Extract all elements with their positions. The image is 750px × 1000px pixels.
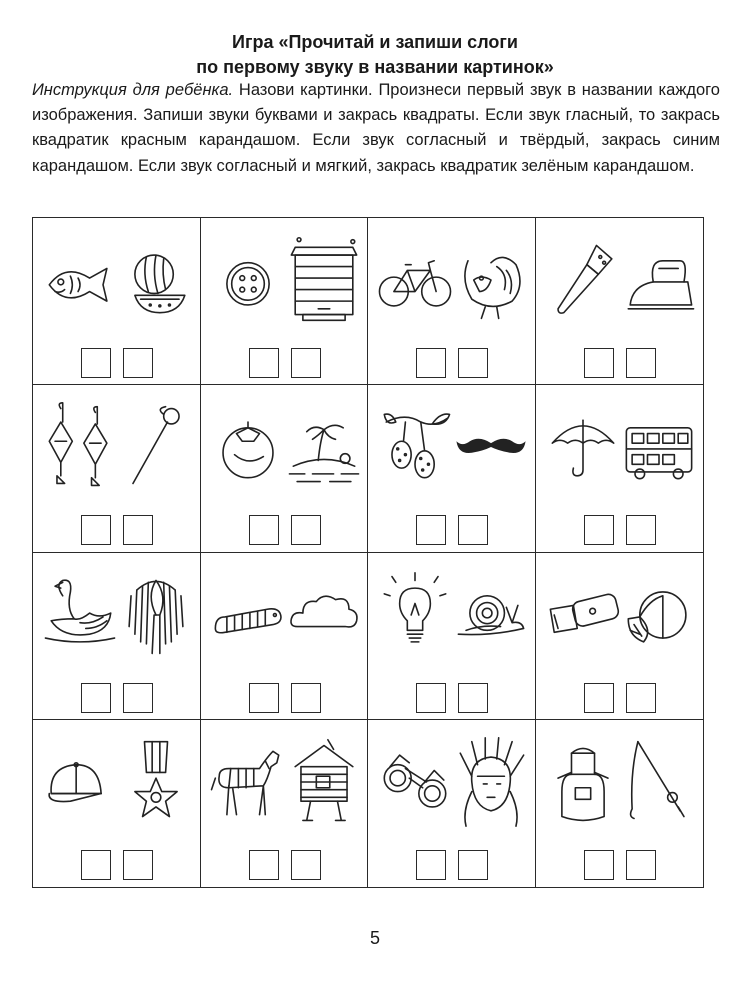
answer-square-1[interactable] — [249, 850, 279, 880]
picture-cell — [536, 385, 704, 552]
instruction-text: Назови картинки. Произнеси первый звук в названии каждого изображения. Запиши звуки буквами и закрась квадраты. Если звук гласный, то закрась квадратик красным карандашом. Если звук согласный и твёрдый, закрась синим карандашом. Если звук согласный и мягкий, закрась квадратик зелёным карандашом. — [32, 81, 720, 175]
raspberry-icon — [376, 399, 454, 495]
umbrella-icon — [544, 399, 622, 495]
picture-cell — [368, 553, 536, 720]
turkey-icon — [452, 232, 530, 328]
picture-cell — [536, 218, 704, 385]
picture-cell — [201, 385, 369, 552]
answer-square-1[interactable] — [81, 850, 111, 880]
picture-grid — [32, 217, 704, 888]
picture-cell — [201, 553, 369, 720]
instruction-lead: Инструкция для ребёнка. — [32, 81, 234, 99]
instruction-paragraph — [32, 78, 720, 179]
bus-icon — [620, 399, 698, 495]
chief-icon — [452, 734, 530, 830]
page-title-line-2: по первому звуку в названии картинок» — [196, 57, 554, 77]
orange-icon — [620, 567, 698, 663]
answer-square-1[interactable] — [416, 515, 446, 545]
answer-square-1[interactable] — [249, 515, 279, 545]
picture-cell — [201, 218, 369, 385]
lightbulb-icon — [376, 567, 454, 663]
answer-square-1[interactable] — [416, 348, 446, 378]
answer-square-2[interactable] — [458, 515, 488, 545]
answer-square-1[interactable] — [584, 515, 614, 545]
flashlight-icon — [544, 567, 622, 663]
answer-square-1[interactable] — [584, 683, 614, 713]
willow-icon — [117, 567, 195, 663]
snail-icon — [452, 567, 530, 663]
pin-icon — [117, 399, 195, 495]
medal-icon — [117, 734, 195, 830]
fish-icon — [41, 232, 119, 328]
picture-cell — [368, 218, 536, 385]
hut-icon — [285, 734, 363, 830]
answer-square-2[interactable] — [123, 850, 153, 880]
answer-square-1[interactable] — [81, 515, 111, 545]
bicycle-icon — [376, 232, 454, 328]
answer-square-1[interactable] — [249, 348, 279, 378]
answer-square-2[interactable] — [291, 683, 321, 713]
picture-cell — [33, 553, 201, 720]
answer-square-2[interactable] — [626, 515, 656, 545]
picture-cell — [368, 720, 536, 887]
watermelon-icon — [117, 232, 195, 328]
answer-square-2[interactable] — [123, 348, 153, 378]
cloud-icon — [285, 567, 363, 663]
answer-square-2[interactable] — [626, 683, 656, 713]
picture-cell — [201, 720, 369, 887]
answer-square-2[interactable] — [458, 348, 488, 378]
answer-square-1[interactable] — [81, 348, 111, 378]
binoculars-icon — [376, 734, 454, 830]
page-title-line-1: Игра «Прочитай и запиши слоги — [232, 32, 518, 52]
answer-square-1[interactable] — [416, 683, 446, 713]
answer-square-1[interactable] — [584, 850, 614, 880]
beehive-icon — [285, 232, 363, 328]
page-number: 5 — [369, 928, 380, 948]
fishing-rod-icon — [620, 734, 698, 830]
answer-square-1[interactable] — [416, 850, 446, 880]
zebra-icon — [209, 734, 287, 830]
answer-square-2[interactable] — [626, 348, 656, 378]
answer-square-2[interactable] — [458, 850, 488, 880]
answer-square-2[interactable] — [458, 683, 488, 713]
cap-icon — [41, 734, 119, 830]
moustache-icon — [452, 399, 530, 495]
button-icon — [209, 232, 287, 328]
answer-square-2[interactable] — [123, 683, 153, 713]
answer-square-1[interactable] — [81, 683, 111, 713]
knife-icon — [544, 232, 622, 328]
picture-cell — [536, 720, 704, 887]
caterpillar-icon — [209, 567, 287, 663]
answer-square-2[interactable] — [626, 850, 656, 880]
answer-square-2[interactable] — [291, 348, 321, 378]
answer-square-2[interactable] — [291, 850, 321, 880]
answer-square-1[interactable] — [584, 348, 614, 378]
picture-cell — [33, 218, 201, 385]
earrings-icon — [41, 399, 119, 495]
swan-icon — [41, 567, 119, 663]
persimmon-icon — [209, 399, 287, 495]
picture-cell — [536, 553, 704, 720]
apron-icon — [544, 734, 622, 830]
answer-square-2[interactable] — [291, 515, 321, 545]
island-icon — [285, 399, 363, 495]
answer-square-2[interactable] — [123, 515, 153, 545]
answer-square-1[interactable] — [249, 683, 279, 713]
iron-icon — [620, 232, 698, 328]
picture-cell — [33, 720, 201, 887]
picture-cell — [368, 385, 536, 552]
picture-cell — [33, 385, 201, 552]
